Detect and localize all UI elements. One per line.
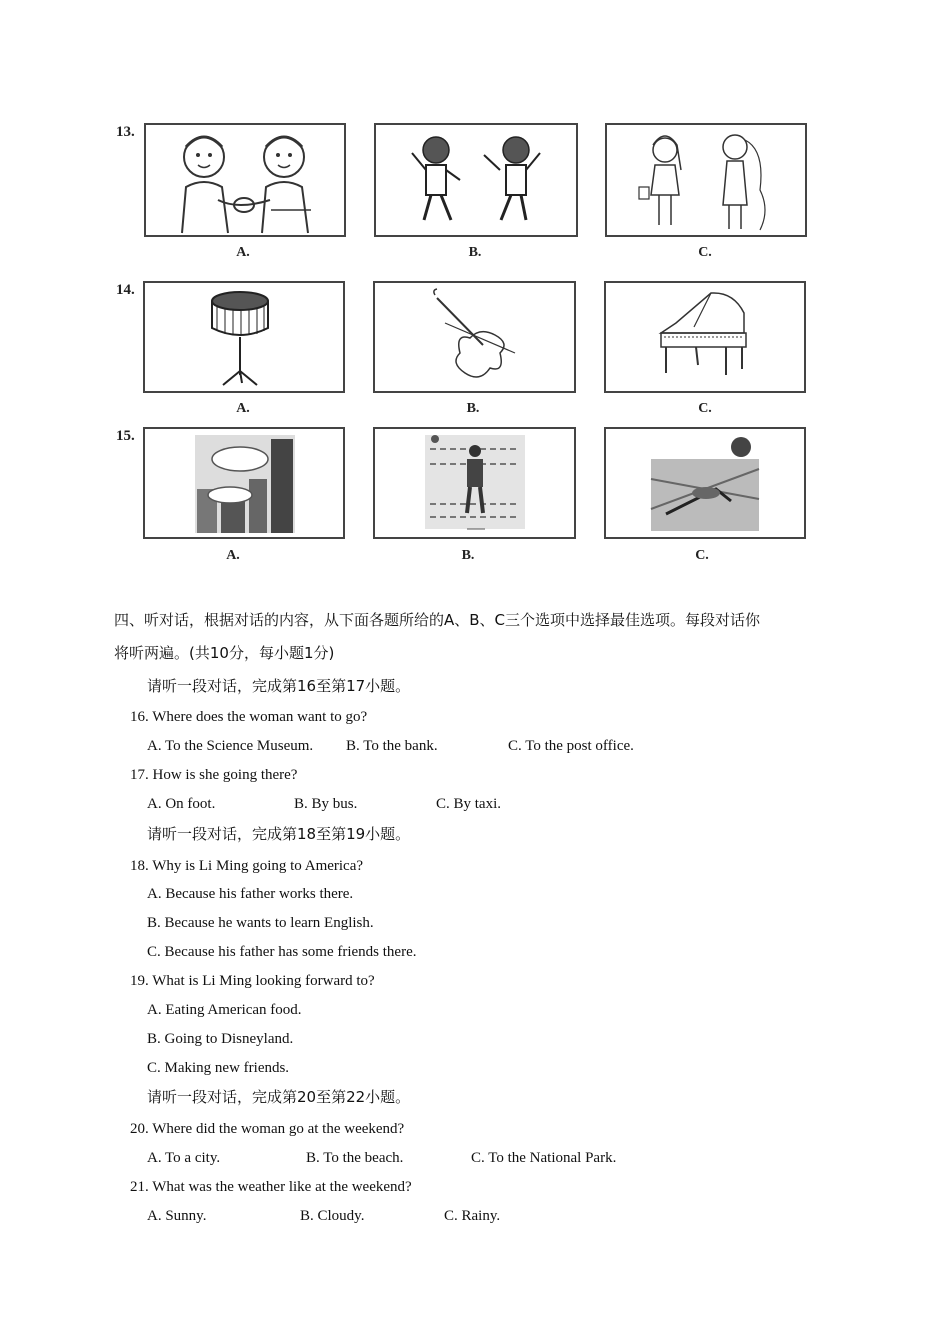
option-label-13c: C. bbox=[698, 245, 712, 260]
question-21-option-b[interactable]: B. Cloudy. bbox=[300, 1208, 365, 1224]
option-label-14c: C. bbox=[698, 401, 712, 416]
option-label-13b: B. bbox=[468, 245, 482, 260]
question-16-option-b[interactable]: B. To the bank. bbox=[346, 738, 438, 754]
question-21-option-c[interactable]: C. Rainy. bbox=[444, 1208, 501, 1224]
drum-icon bbox=[145, 283, 343, 391]
question-19-option-b[interactable]: B. Going to Disneyland. bbox=[147, 1031, 294, 1047]
question-number-15: 15. bbox=[116, 428, 135, 444]
option-label-15c: C. bbox=[695, 548, 709, 563]
city-buildings-icon bbox=[145, 429, 343, 537]
boys-shaking-hands-icon bbox=[146, 125, 344, 235]
question-20-option-b[interactable]: B. To the beach. bbox=[306, 1150, 404, 1166]
question-20-stem: 20. Where did the woman go at the weekend? bbox=[130, 1121, 405, 1137]
question-number-14: 14. bbox=[116, 282, 135, 298]
question-16-option-c[interactable]: C. To the post office. bbox=[508, 738, 634, 754]
picture-13c-talking[interactable] bbox=[605, 123, 807, 237]
picture-15c-beach-chair[interactable] bbox=[604, 427, 806, 539]
question-19-option-a[interactable]: A. Eating American food. bbox=[147, 1002, 302, 1018]
beach-lounger-icon bbox=[606, 429, 804, 537]
section4-heading-line2: 将听两遍。(共10分，每小题1分) bbox=[114, 644, 335, 662]
picture-14c-piano[interactable] bbox=[604, 281, 806, 393]
option-label-14a: A. bbox=[236, 401, 250, 416]
question-number-13: 13. bbox=[116, 124, 135, 140]
option-label-15b: B. bbox=[461, 548, 475, 563]
question-18-option-b[interactable]: B. Because he wants to learn English. bbox=[147, 915, 374, 931]
question-17-option-c[interactable]: C. By taxi. bbox=[436, 796, 502, 812]
question-20-option-c[interactable]: C. To the National Park. bbox=[471, 1150, 617, 1166]
question-16-stem: 16. Where does the woman want to go? bbox=[130, 709, 368, 725]
girls-talking-icon bbox=[607, 125, 805, 235]
option-label-13a: A. bbox=[236, 245, 250, 260]
question-19-stem: 19. What is Li Ming looking forward to? bbox=[130, 973, 375, 989]
picture-14b-violin[interactable] bbox=[373, 281, 576, 393]
section4-heading-line1: 四、听对话，根据对话的内容，从下面各题所给的A、B、C三个选项中选择最佳选项。每段对话你 bbox=[114, 611, 761, 629]
violin-icon bbox=[375, 283, 574, 391]
picture-15a-city-clouds[interactable] bbox=[143, 427, 345, 539]
dialogue-intro-16-17: 请听一段对话，完成第16至第17小题。 bbox=[147, 677, 411, 695]
picture-13a-handshake[interactable] bbox=[144, 123, 346, 237]
question-21-stem: 21. What was the weather like at the weekend? bbox=[130, 1179, 412, 1195]
picture-15b-person-rain[interactable] bbox=[373, 427, 576, 539]
question-17-option-a[interactable]: A. On foot. bbox=[147, 796, 216, 812]
boys-waving-icon bbox=[376, 125, 576, 235]
question-17-stem: 17. How is she going there? bbox=[130, 767, 298, 783]
question-16-option-a[interactable]: A. To the Science Museum. bbox=[147, 738, 314, 754]
dialogue-intro-20-22: 请听一段对话，完成第20至第22小题。 bbox=[147, 1088, 411, 1106]
question-20-option-a[interactable]: A. To a city. bbox=[147, 1150, 221, 1166]
question-19-option-c[interactable]: C. Making new friends. bbox=[147, 1060, 290, 1076]
dialogue-intro-18-19: 请听一段对话，完成第18至第19小题。 bbox=[147, 825, 411, 843]
piano-icon bbox=[606, 283, 804, 391]
question-18-option-a[interactable]: A. Because his father works there. bbox=[147, 886, 354, 902]
option-label-14b: B. bbox=[466, 401, 480, 416]
person-in-rain-icon bbox=[375, 429, 574, 537]
picture-13b-waving[interactable] bbox=[374, 123, 578, 237]
picture-14a-drum[interactable] bbox=[143, 281, 345, 393]
question-17-option-b[interactable]: B. By bus. bbox=[294, 796, 358, 812]
question-18-stem: 18. Why is Li Ming going to America? bbox=[130, 858, 364, 874]
option-label-15a: A. bbox=[226, 548, 240, 563]
question-21-option-a[interactable]: A. Sunny. bbox=[147, 1208, 207, 1224]
question-18-option-c[interactable]: C. Because his father has some friends there. bbox=[147, 944, 417, 960]
